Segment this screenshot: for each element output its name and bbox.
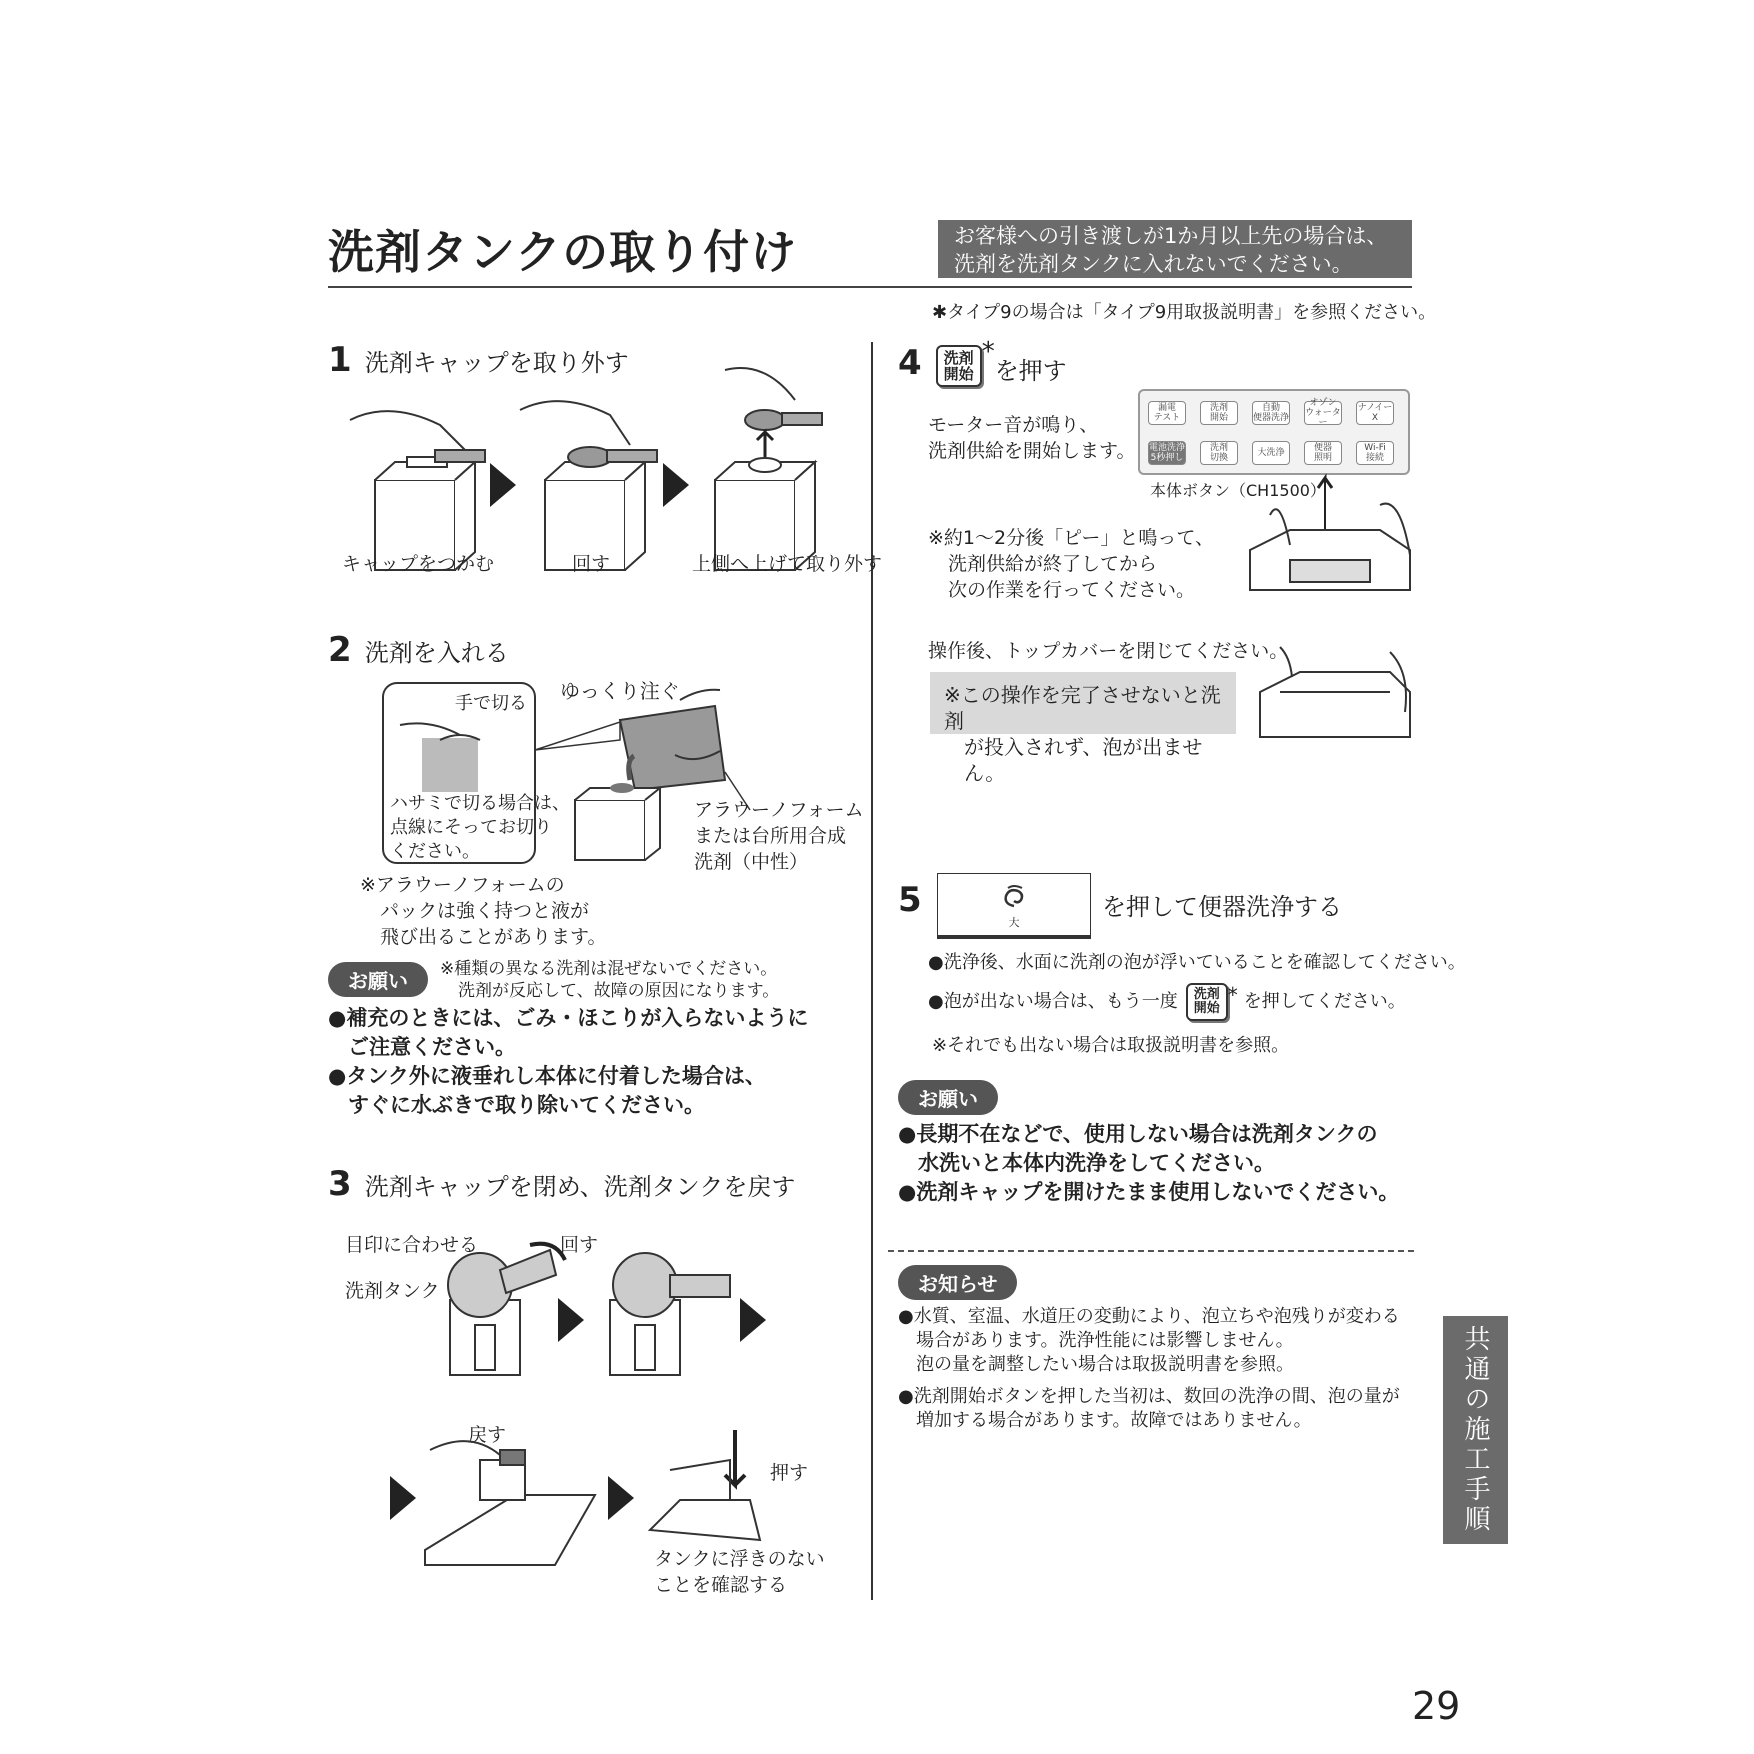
detergent-start-key [1186,983,1228,1021]
notice-line: 洗剤を洗剤タンクに入れないでください。 [954,252,1353,276]
push-label: 押す [770,1462,809,1484]
type9-note: ✱タイプ9の場合は「タイプ9用取扱説明書」を参照ください。 [932,302,1437,323]
info-bullet [898,1305,1400,1377]
large-flush-button [937,873,1091,939]
bullet-line: ご注意ください。 [348,1035,516,1059]
bullet-line: ●タンク外に液垂れし本体に付着した場合は、 [328,1064,766,1088]
step3-heading [328,1164,795,1204]
toilet-closed-illustration [1250,642,1420,752]
step4-warning [930,672,1236,785]
page-title: 洗剤タンクの取り付け [328,225,798,279]
request-note-line: ※種類の異なる洗剤は混ぜないでください。 [440,959,778,979]
asterisk: * [981,337,995,367]
step4-note [928,525,1214,603]
tank-label: 洗剤タンク [345,1280,440,1302]
panel-button: 大洗浄 [1252,441,1290,465]
desc-line: 洗剤供給を開始します。 [928,440,1136,462]
arrow-right-icon [558,1298,584,1342]
detergent-label [694,797,864,875]
step3-top-illustration [430,1240,750,1380]
column-divider [871,342,873,1600]
key-line: 洗剤 [943,349,974,367]
step5-note: ※それでも出ない場合は取扱説明書を参照。 [932,1035,1290,1056]
scissors-line: ください。 [390,841,480,862]
bullet-line: ●洗剤キャップを開けたまま使用しないでください。 [898,1180,1400,1204]
key-line: 開始 [1193,1001,1220,1016]
panel-button: 漏電 テスト [1148,401,1186,425]
request-label: お願い [898,1080,998,1115]
bullet-text: ●泡が出ない場合は、もう一度 [928,991,1178,1012]
step4-after: 操作後、トップカバーを閉じてください。 [928,640,1289,662]
step2-bullet [328,1062,766,1120]
step-title: 洗剤を入れる [364,639,509,667]
panel-button: ナノイーX [1357,403,1393,423]
info-line: 泡の量を調整したい場合は取扱説明書を参照。 [916,1354,1294,1375]
detergent-line: アラウーノフォーム [694,799,864,821]
step1-caption-turn: 回す [572,553,611,575]
info-badge [898,1265,1017,1300]
step1-illustration [345,365,865,565]
step-number: 1 [328,340,352,380]
dashed-divider [888,1250,1414,1252]
toilet-top-illustration [1240,475,1420,615]
note-line: 飛び出ることがあります。 [380,926,607,948]
arrow-right-icon [740,1298,766,1342]
step-number: 5 [898,880,922,920]
request-note [440,958,779,1002]
info-line: ●洗剤開始ボタンを押した当初は、数回の洗浄の間、泡の量が [898,1386,1400,1407]
confirm-line: タンクに浮きのない [654,1548,825,1570]
bullet-line: すぐに水ぶきで取り除いてください。 [348,1093,705,1117]
note-line: 洗剤供給が終了してから [948,553,1158,575]
detergent-line: 洗剤（中性） [694,851,809,873]
key-line: 洗剤 [1193,987,1220,1002]
step5-request-bullet [898,1178,1399,1207]
step1-caption-grab: キャップをつかむ [342,553,495,575]
note-line: ※約1～2分後「ピー」と鳴って、 [928,527,1214,549]
turn-label: 回す [560,1234,599,1256]
detergent-line: または台所用合成 [694,825,847,847]
step-title: 洗剤キャップを閉め、洗剤タンクを戻す [364,1173,796,1201]
info-line: 増加する場合があります。故障ではありません。 [916,1410,1312,1431]
step5-bullet2 [928,983,1406,1021]
panel-button: 洗剤 開始 [1200,401,1238,425]
bullet-line: ●補充のときには、ごみ・ほこりが入らないように [328,1006,809,1030]
key-line: 開始 [943,365,974,383]
step-title: 洗剤キャップを取り外す [364,349,629,377]
bullet-line: ●長期不在などで、使用しない場合は洗剤タンクの [898,1122,1378,1146]
note-line: パックは強く持つと液が [380,900,590,922]
panel-button: Wi-Fi 接続 [1356,441,1394,465]
title-rule [328,286,1412,288]
flush-swirl-icon [994,882,1034,914]
confirm-label [654,1546,825,1598]
notice-box [938,220,1412,278]
notice-line: お客様への引き渡しが1か月以上先の場合は、 [954,224,1388,248]
scissors-line: 点線にそってお切り [390,817,552,838]
align-label: 目印に合わせる [345,1234,479,1256]
arrow-right-icon [390,1476,416,1520]
info-line: 場合があります。洗浄性能には影響しません。 [916,1330,1294,1351]
panel-button: 自動 便器洗浄 [1253,403,1290,423]
step-number: 2 [328,630,352,670]
step-title: を押して便器洗浄する [1102,893,1342,921]
info-bullet [898,1385,1400,1433]
request-badge [898,1080,998,1115]
flush-button-label: 大 [1008,916,1020,929]
request-label: お願い [328,962,428,997]
arrow-right-icon [490,463,516,507]
step5-request-bullet [898,1120,1377,1178]
warning-line: が投入されず、泡が出ません。 [964,735,1203,785]
step2-bullet [328,1004,808,1062]
desc-line: モーター音が鳴り、 [928,414,1099,436]
arrow-right-icon [663,463,689,507]
slow-pour-label: ゆっくり注ぐ [560,679,680,703]
panel-button: 洗剤 切換 [1200,441,1238,465]
confirm-line: ことを確認する [654,1574,788,1596]
note-line: ※アラウーノフォームの [360,874,565,896]
step-number: 3 [328,1164,352,1204]
step4-heading [898,337,1067,387]
step-title: を押す [994,357,1067,385]
step1-caption-lift: 上側へ上げて取り外す [692,553,883,575]
panel-button: 電池洗浄 5秒押し [1149,443,1186,463]
info-label: お知らせ [898,1265,1017,1300]
panel-caption: 本体ボタン（CH1500） [1150,481,1326,500]
step4-desc [928,412,1135,464]
control-panel [1138,389,1410,475]
panel-button: 便器 照明 [1304,441,1342,465]
scissors-line: ハサミで切る場合は、 [390,793,570,814]
step-number: 4 [898,343,922,383]
scissors-note [390,792,570,864]
note-line: 次の作業を行ってください。 [948,579,1196,601]
request-note-line: 洗剤が反応して、故障の原因になります。 [458,981,780,1001]
info-line: ●水質、室温、水道圧の変動により、泡立ちや泡残りが変わる [898,1306,1400,1327]
return-label: 戻す [468,1424,507,1446]
bullet-text: を押してください。 [1243,991,1406,1012]
hand-cut-label: 手で切る [455,693,527,714]
page-number: 29 [1412,1684,1461,1728]
warning-line: ※この操作を完了させないと洗剤 [944,683,1221,733]
request-badge [328,962,428,997]
step2-heading [328,630,509,670]
bullet-line: 水洗いと本体内洗浄をしてください。 [918,1151,1275,1175]
section-tab: 共通の施工手順 [1443,1316,1508,1544]
detergent-start-key [936,345,982,387]
asterisk: * [1227,983,1238,1007]
step5-bullet1: ●洗浄後、水面に洗剤の泡が浮いていることを確認してください。 [928,952,1466,973]
panel-button: オゾン ウォーター [1305,398,1341,428]
step2-note [360,872,606,950]
